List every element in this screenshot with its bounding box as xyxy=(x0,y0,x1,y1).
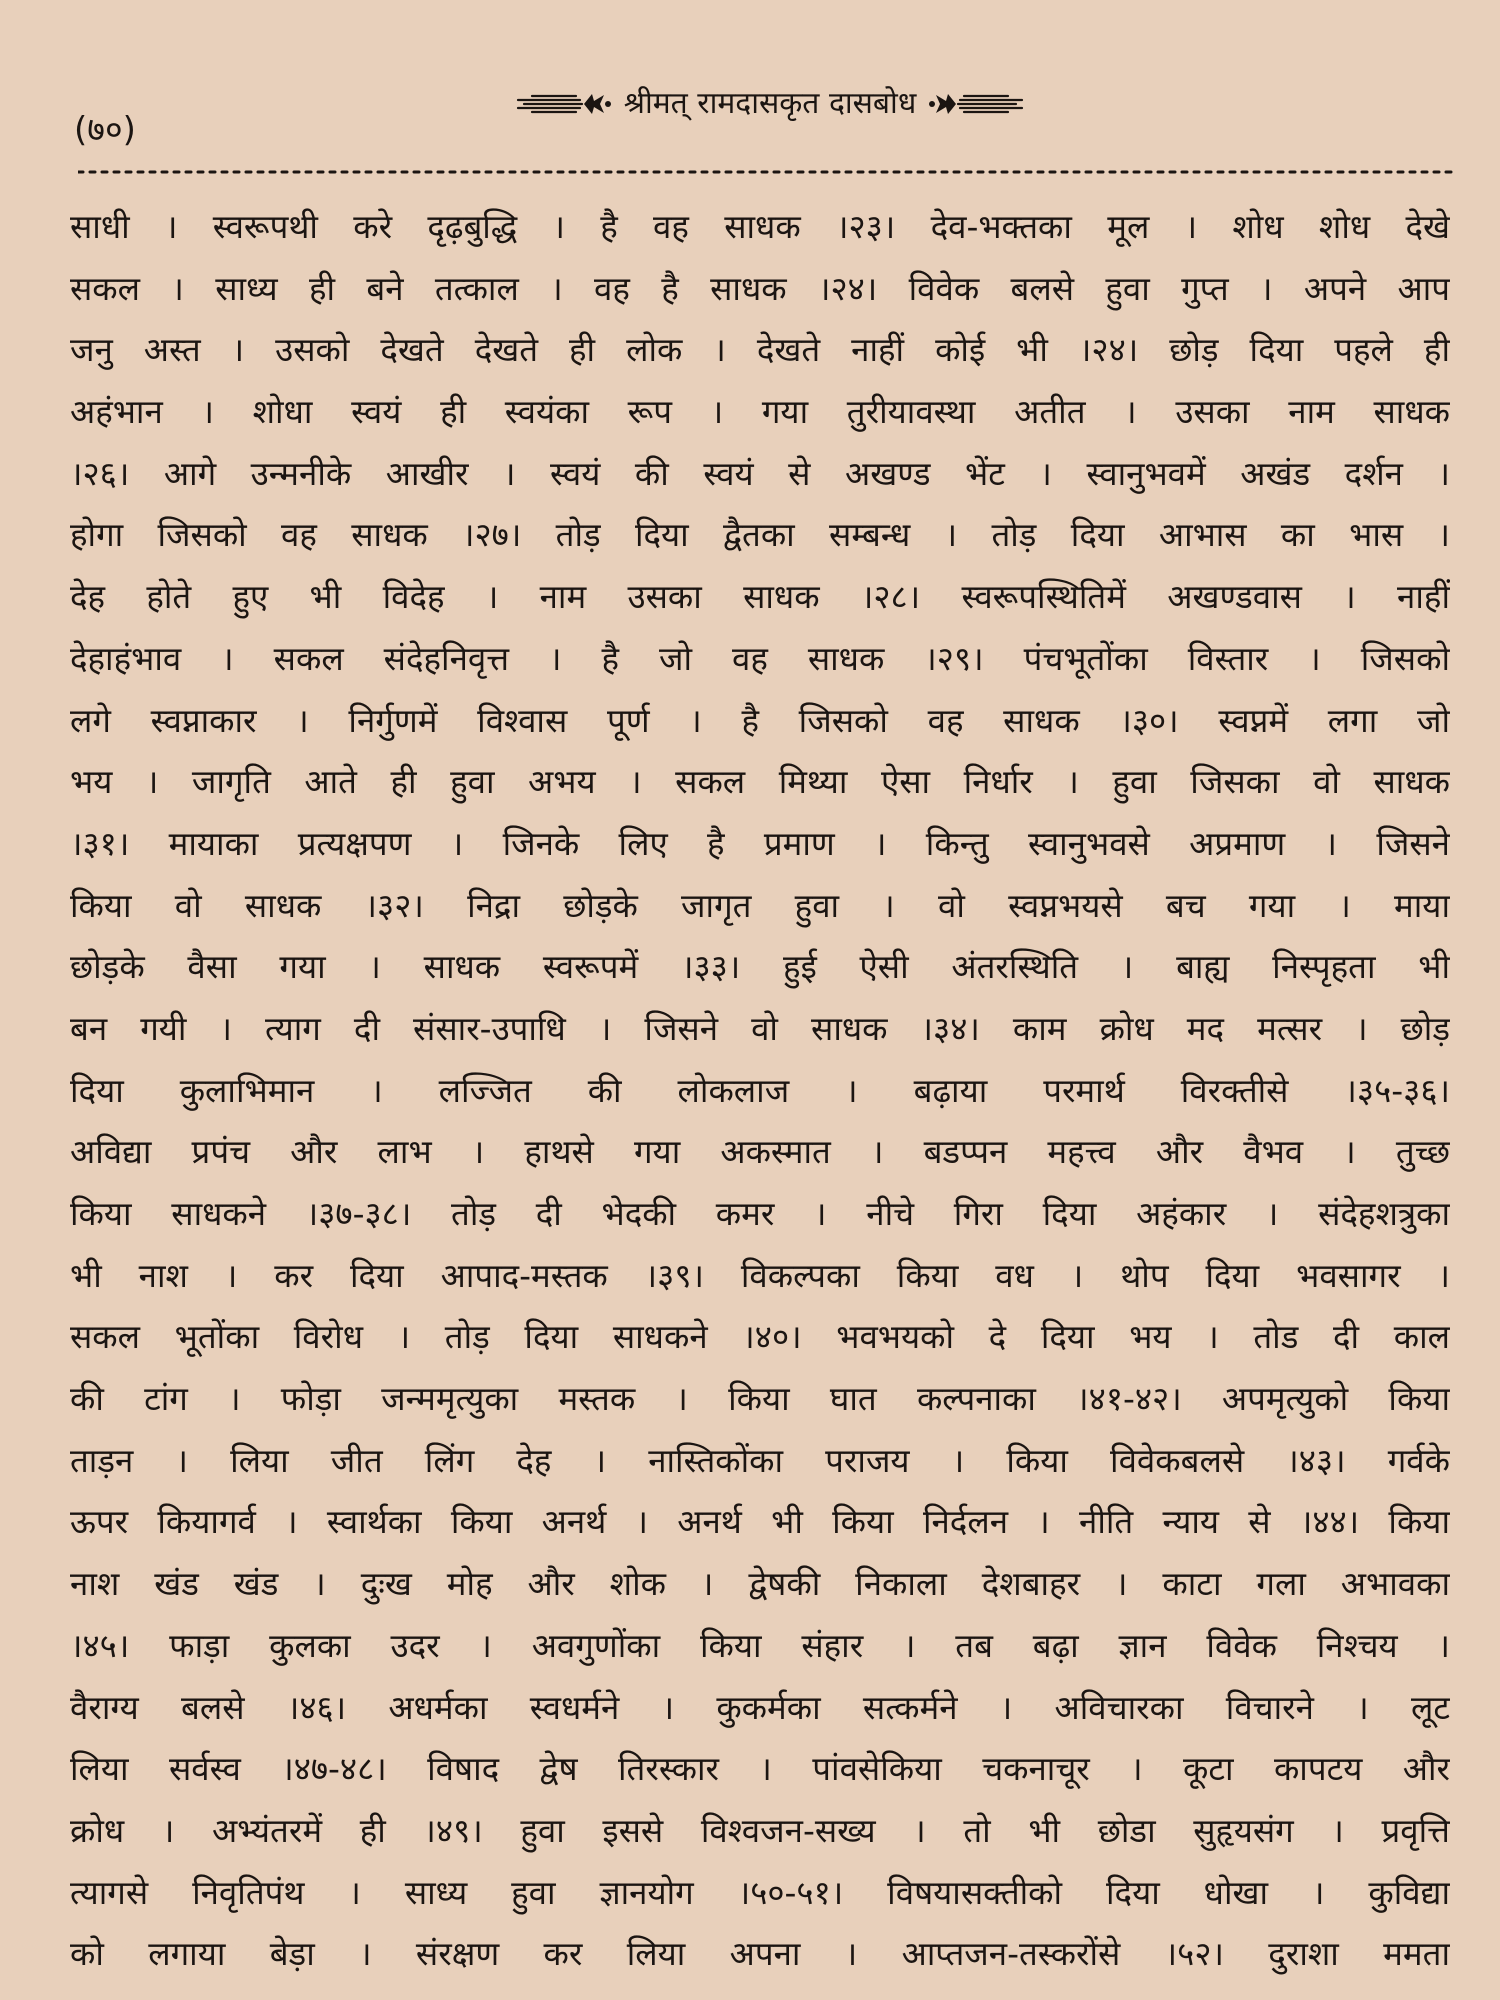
page-header xyxy=(0,78,1500,148)
text-line: क्रोध । अभ्यंतरमें ही ।४९। हुवा इससे विश्वजन-सख्य । तो भी छोडा सुहृयसंग । प्रवृत्ति xyxy=(70,1810,1450,1850)
text-line: देहाहंभाव । सकल संदेहनिवृत्त । है जो वह साधक ।२९। पंचभूतोंका विस्तार । जिसको xyxy=(70,638,1450,678)
text-line: लगे स्वप्नाकार । निर्गुणमें विश्वास पूर्ण । है जिसको वह साधक ।३०। स्वप्नमें लगा जो xyxy=(70,700,1450,740)
text-line: सकल । साध्य ही बने तत्काल । वह है साधक ।२४। विवेक बलसे हुवा गुप्त । अपने आप xyxy=(70,268,1450,308)
dotted-divider xyxy=(78,162,1454,172)
right-ornament-icon xyxy=(926,89,1026,119)
text-line: भी नाश । कर दिया आपाद-मस्तक ।३९। विकल्पका किया वध । थोप दिया भवसागर । xyxy=(70,1255,1450,1295)
text-line: वैराग्य बलसे ।४६। अधर्मका स्वधर्मने । कुकर्मका सत्कर्मने । अविचारका विचारने । लूट xyxy=(70,1687,1450,1727)
text-line: नाश खंड खंड । दुःख मोह और शोक । द्वेषकी निकाला देशबाहर । काटा गला अभावका xyxy=(70,1564,1450,1604)
text-line: सकल भूतोंका विरोध । तोड़ दिया साधकने ।४०। भवभयको दे दिया भय । तोड दी काल xyxy=(70,1317,1450,1357)
running-title xyxy=(480,84,1060,124)
text-line: बन गयी । त्याग दी संसार-उपाधि । जिसने वो साधक ।३४। काम क्रोध मद मत्सर । छोड़ xyxy=(70,1008,1450,1048)
text-line: किया वो साधक ।३२। निद्रा छोड़के जागृत हुवा । वो स्वप्नभयसे बच गया । माया xyxy=(70,885,1450,925)
text-line: की टांग । फोड़ा जन्ममृत्युका मस्तक । किया घात कल्पनाका ।४१-४२। अपमृत्युको किया xyxy=(70,1379,1450,1419)
page-body xyxy=(70,196,1450,1985)
text-line: होगा जिसको वह साधक ।२७। तोड़ दिया द्वैतका सम्बन्ध । तोड़ दिया आभास का भास । xyxy=(70,515,1450,555)
text-line: अविद्या प्रपंच और लाभ । हाथसे गया अकस्मात । बडप्पन महत्त्व और वैभव । तुच्छ xyxy=(70,1132,1450,1172)
book-title: श्रीमत् रामदासकृत दासबोध xyxy=(623,86,917,121)
left-ornament-icon xyxy=(514,89,614,119)
text-line: साधी । स्वरूपथी करे दृढ़बुद्धि । है वह साधक ।२३। देव-भक्तका मूल । शोध शोध देखे xyxy=(70,207,1450,246)
page-number: (७०) xyxy=(74,110,136,150)
text-line: देह होते हुए भी विदेह । नाम उसका साधक ।२८। स्वरूपस्थितिमें अखण्डवास । नाहीं xyxy=(70,577,1450,617)
text-line: लिया सर्वस्व ।४७-४८। विषाद द्वेष तिरस्कार । पांवसेकिया चकनाचूर । कूटा कापटय और xyxy=(70,1749,1450,1789)
text-line: ।४५। फाड़ा कुलका उदर । अवगुणोंका किया संहार । तब बढ़ा ज्ञान विवेक निश्चय । xyxy=(70,1625,1450,1665)
text-line: ऊपर कियागर्व । स्वार्थका किया अनर्थ । अनर्थ भी किया निर्दलन । नीति न्याय से ।४४। किया xyxy=(70,1502,1450,1542)
text-line: को लगाया बेड़ा । संरक्षण कर लिया अपना । आप्तजन-तस्करोंसे ।५२। दुराशा ममता xyxy=(70,1934,1450,1974)
text-line: दिया कुलाभिमान । लज्जित की लोकलाज । बढ़ाया परमार्थ विरक्तीसे ।३५-३६। xyxy=(70,1070,1450,1110)
text-line: ताड़न । लिया जीत लिंग देह । नास्तिकोंका पराजय । किया विवेकबलसे ।४३। गर्वके xyxy=(70,1440,1450,1480)
text-line: ।२६। आगे उन्मनीके आखीर । स्वयं की स्वयं से अखण्ड भेंट । स्वानुभवमें अखंड दर्शन । xyxy=(70,453,1450,493)
text-line: किया साधकने ।३७-३८। तोड़ दी भेदकी कमर । नीचे गिरा दिया अहंकार । संदेहशत्रुका xyxy=(70,1194,1450,1233)
text-line: जनु अस्त । उसको देखते देखते ही लोक । देखते नाहीं कोई भी ।२४। छोड़ दिया पहले ही xyxy=(70,330,1450,370)
text-line: त्यागसे निवृतिपंथ । साध्य हुवा ज्ञानयोग ।५०-५१। विषयासक्तीको दिया धोखा । कुविद्या xyxy=(70,1872,1450,1912)
text-line: अहंभान । शोधा स्वयं ही स्वयंका रूप । गया तुरीयावस्था अतीत । उसका नाम साधक xyxy=(70,392,1450,432)
text-line: भय । जागृति आते ही हुवा अभय । सकल मिथ्या ऐसा निर्धार । हुवा जिसका वो साधक xyxy=(70,762,1450,802)
text-line: ।३१। मायाका प्रत्यक्षपण । जिनके लिए है प्रमाण । किन्तु स्वानुभवसे अप्रमाण । जिसने xyxy=(70,823,1450,863)
text-line: छोड़के वैसा गया । साधक स्वरूपमें ।३३। हुई ऐसी अंतरस्थिति । बाह्य निस्पृहता भी xyxy=(70,947,1450,987)
